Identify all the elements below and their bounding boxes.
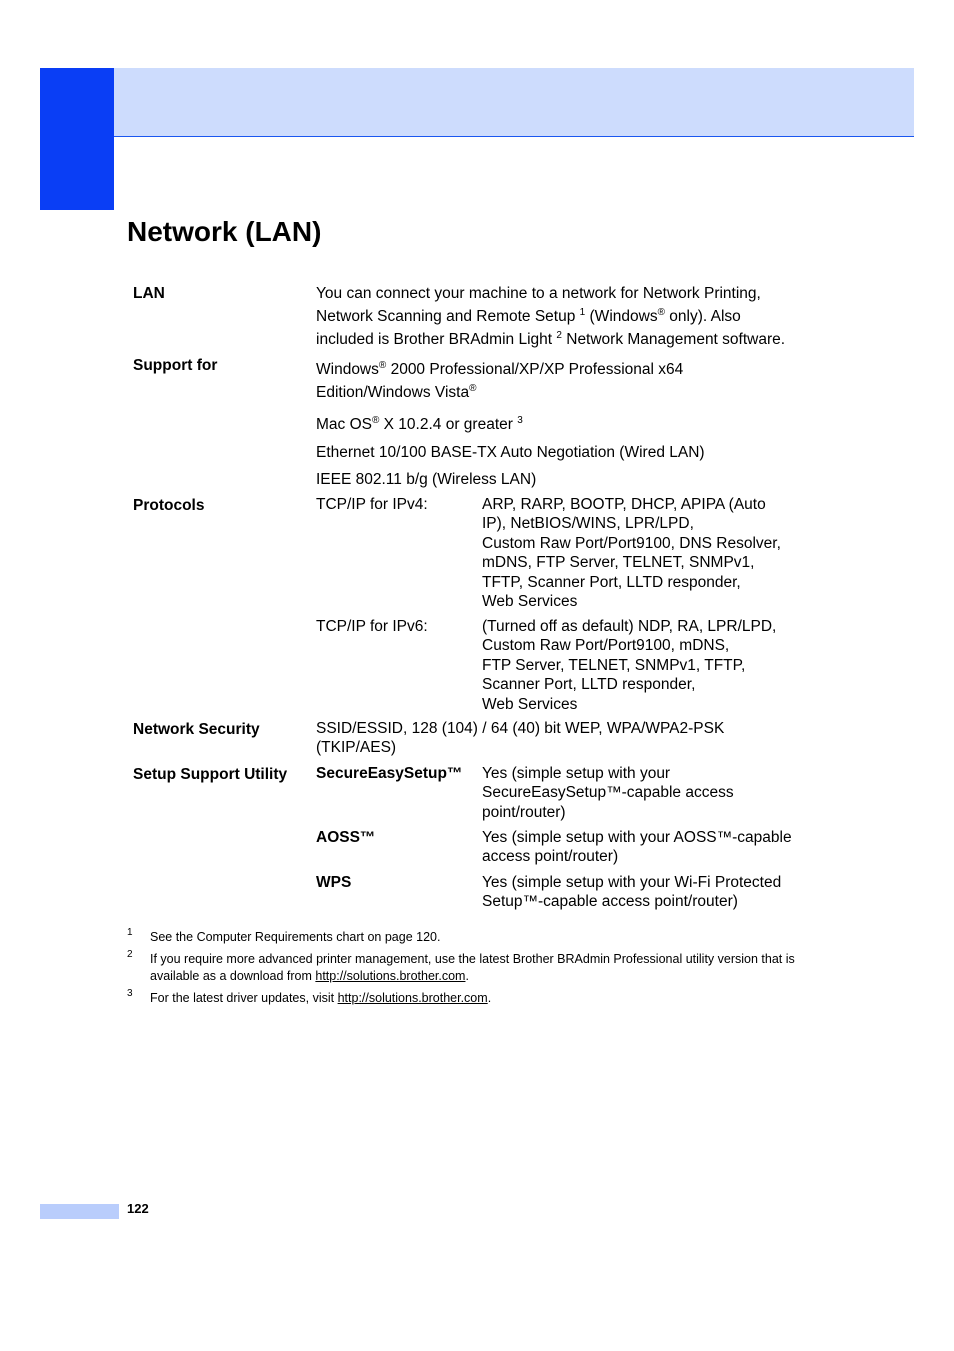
setup-item-aoss: AOSS™ <box>316 829 376 846</box>
ipv6-label: TCP/IP for IPv6: <box>316 618 428 635</box>
ipv4-label: TCP/IP for IPv4: <box>316 496 428 513</box>
setup-item-secureeasysetup-desc: Yes (simple setup with your SecureEasySetup™-capable access point/router) <box>482 765 734 821</box>
footnote-2-link[interactable]: http://solutions.brother.com <box>315 969 466 983</box>
footnote-ref-3: 3 <box>517 415 523 426</box>
row-label-support: Support for <box>133 357 218 374</box>
header-band <box>40 68 914 137</box>
footnote-ref-1: 1 <box>579 307 586 318</box>
setup-item-wps: WPS <box>316 874 352 891</box>
row-label-lan: LAN <box>133 285 165 302</box>
row-label-protocols: Protocols <box>133 497 205 514</box>
ipv6-protocol-list: (Turned off as default) NDP, RA, LPR/LPD, Custom Raw Port/Port9100, mDNS, FTP Server, TELNET, SNMPv1, TFTP, Scanner Port, LLTD responder, Web Services <box>482 618 777 713</box>
support-ethernet: Ethernet 10/100 BASE-TX Auto Negotiation (Wired LAN) <box>316 444 705 461</box>
security-description: SSID/ESSID, 128 (104) / 64 (40) bit WEP, WPA/WPA2-PSK (TKIP/AES) <box>316 720 725 757</box>
footnote-3-link[interactable]: http://solutions.brother.com <box>337 991 488 1005</box>
footnote-ref-2: 2 <box>556 330 562 341</box>
page-title: Network (LAN) <box>127 216 322 247</box>
setup-item-aoss-desc: Yes (simple setup with your AOSS™-capable access point/router) <box>482 829 792 866</box>
footer-bar <box>40 1204 119 1219</box>
chapter-tab-block <box>40 68 114 210</box>
setup-item-secureeasysetup: SecureEasySetup™ <box>316 765 463 782</box>
lan-description: You can connect your machine to a network for Network Printing, Network Scanning and Remote Setup $^1$ (Windows® only). Also included is Brother BRAdmin Light $^2$ Network Management software. <box>316 285 786 348</box>
support-windows: Windows® 2000 Professional/XP/XP Professional x64 Edition/Windows Vista® <box>316 360 684 401</box>
support-wireless: IEEE 802.11 b/g (Wireless LAN) <box>316 471 537 488</box>
ipv4-protocol-list: ARP, RARP, BOOTP, DHCP, APIPA (Auto IP), NetBIOS/WINS, LPR/LPD, Custom Raw Port/Port9100, DNS Resolver, mDNS, FTP Server, TELNET, SNMPv1, TFTP, Scanner Port, LLTD responder, Web Services <box>482 496 781 611</box>
setup-item-wps-desc: Yes (simple setup with your Wi-Fi Protected Setup™-capable access point/router) <box>482 874 782 911</box>
page-number: 122 <box>127 1201 149 1216</box>
row-label-setup: Setup Support Utility <box>133 766 288 783</box>
row-label-security: Network Security <box>133 721 260 738</box>
support-mac: Mac OS® X 10.2.4 or greater $^3$ <box>316 415 523 433</box>
